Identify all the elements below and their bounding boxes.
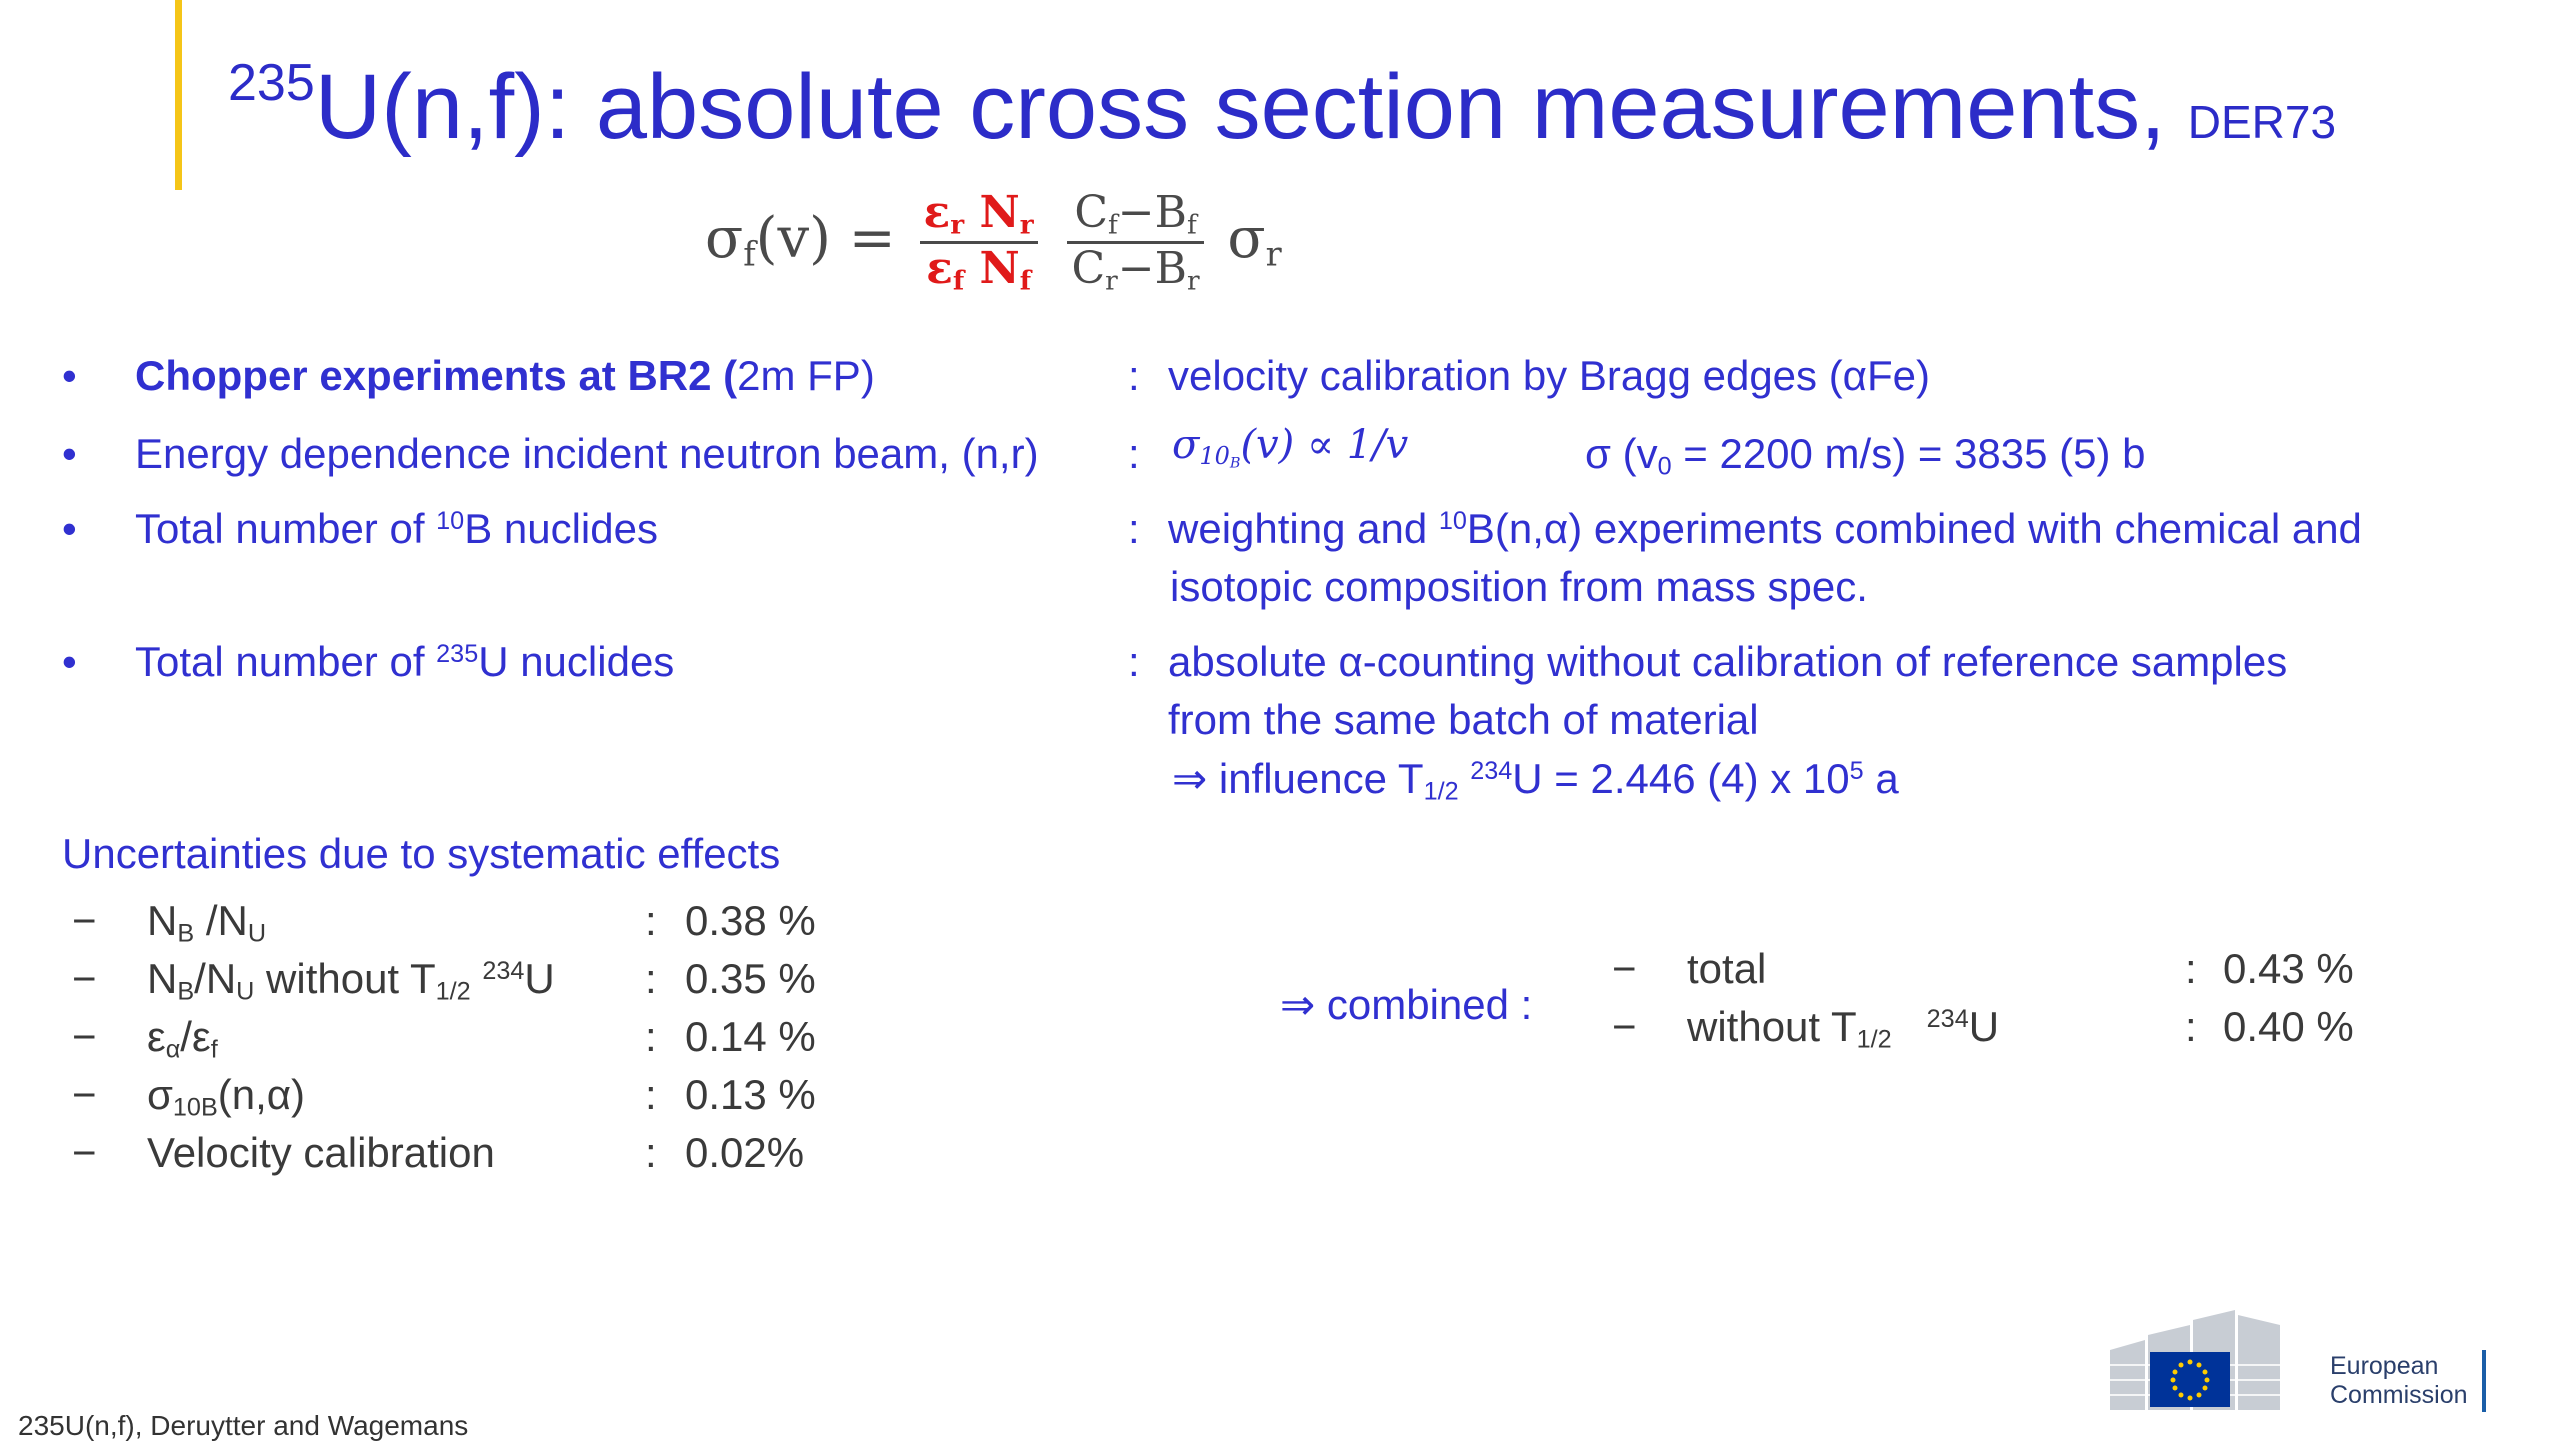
bullet-colon: : <box>1128 505 1140 552</box>
uncertainty-colon: : <box>645 1013 657 1060</box>
bullet-label-uranium: Total number of $^{235}$U nuclides <box>135 638 675 685</box>
uncertainty-value: 0.14 % <box>685 1013 816 1060</box>
bullet-label-chopper: Chopper experiments at BR2 (2m FP) <box>135 352 875 399</box>
footer-citation: 235U(n,f), Deruytter and Wagemans <box>18 1410 469 1441</box>
bullet-marker: • <box>62 352 77 399</box>
uncertainty-dash: − <box>72 955 97 1002</box>
uncertainties-heading: Uncertainties due to systematic effects <box>62 830 781 877</box>
bullet-marker: • <box>62 638 77 685</box>
uncertainty-dash: − <box>72 897 97 944</box>
logo-text: European Commission <box>2330 1352 2468 1409</box>
combined-label-without: without $T_{1/2}$ $^{234}$U <box>1687 1003 2000 1054</box>
bullet-value-alpha-counting-line2: from the same batch of material <box>1168 696 1759 743</box>
fission-cross-section-formula: $\sigma_f(v)$ = $\frac{\varepsilon_r N_r}{\varepsilon_f N_f}$ $\frac{C_f-B_f}{C_r-B_r}$ $\sigma_r$ <box>705 187 1282 297</box>
combined-dash: − <box>1612 945 1637 992</box>
thermal-cross-section-value: σ ($v_0 = 2200$ m/s) = 3835 (5) b <box>1585 430 2146 481</box>
bullet-label-energy: Energy dependence incident neutron beam, (n,r) <box>135 430 1039 477</box>
uncertainty-colon: : <box>645 1129 657 1176</box>
accent-bar <box>175 0 182 190</box>
bullet-value-alpha-counting: absolute α-counting without calibration of reference samples <box>1168 638 2288 685</box>
uncertainty-label-efficiency: $\varepsilon_\alpha/\varepsilon_f$ <box>147 1013 218 1064</box>
bullet-marker: • <box>62 505 77 552</box>
page-title: $^{235}$U(n,f): absolute cross section measurements, DER73 <box>228 54 2337 158</box>
formula-fraction-counts: $\frac{C_f-B_f}{C_r-B_r}$ <box>1067 188 1203 297</box>
bullet-value-weighting-line2: isotopic composition from mass spec. <box>1170 563 1868 610</box>
bullet-colon: : <box>1128 638 1140 685</box>
formula-fraction-efficiency: $\frac{\varepsilon_r N_r}{\varepsilon_f N_f}$ <box>920 188 1038 297</box>
uncertainty-dash: − <box>72 1129 97 1176</box>
combined-value-total: 0.43 % <box>2223 945 2354 992</box>
combined-colon: : <box>2185 945 2197 992</box>
uncertainty-value: 0.38 % <box>685 897 816 944</box>
uncertainty-colon: : <box>645 897 657 944</box>
title-tag: DER73 <box>2187 96 2337 148</box>
bullet-value-weighting: weighting and $^{10}$B(n,α) experiments combined with chemical and <box>1168 505 2362 552</box>
uncertainty-label-nb-nu: $N_B$ $/N_U$ <box>147 897 267 948</box>
combined-value-without: 0.40 % <box>2223 1003 2354 1050</box>
uncertainty-dash: − <box>72 1013 97 1060</box>
bullet-colon: : <box>1128 430 1140 477</box>
uncertainty-colon: : <box>645 955 657 1002</box>
boron-cross-section-math: $\sigma_{10_B}(v) \propto 1/v$ <box>1172 422 1409 472</box>
bullet-value-velocity: velocity calibration by Bragg edges (αFe) <box>1168 352 1930 399</box>
combined-colon: : <box>2185 1003 2197 1050</box>
uncertainty-value: 0.35 % <box>685 955 816 1002</box>
half-life-influence: ⇒ influence $T_{1/2}$ $^{234}$U = 2.446 (4) x $10^5$ a <box>1172 755 1899 806</box>
uncertainty-value: 0.13 % <box>685 1071 816 1118</box>
bullet-marker: • <box>62 430 77 477</box>
uncertainty-label-nb-nu-without: $N_B/N_U$ without $T_{1/2}$ $^{234}$U <box>147 955 555 1006</box>
bullet-colon: : <box>1128 352 1140 399</box>
combined-label-total: total <box>1687 945 1767 992</box>
combined-dash: − <box>1612 1003 1637 1050</box>
bullet-label-boron: Total number of $^{10}$B nuclides <box>135 505 658 552</box>
uncertainty-label-velocity: Velocity calibration <box>147 1129 495 1176</box>
uncertainty-colon: : <box>645 1071 657 1118</box>
european-commission-logo <box>2110 1310 2490 1420</box>
uncertainty-label-boron-cross-section: $\sigma_{10B}(n,\alpha)$ <box>147 1071 306 1122</box>
uncertainty-value: 0.02% <box>685 1129 805 1176</box>
uncertainty-dash: − <box>72 1071 97 1118</box>
combined-label: ⇒ combined : <box>1280 981 1533 1028</box>
